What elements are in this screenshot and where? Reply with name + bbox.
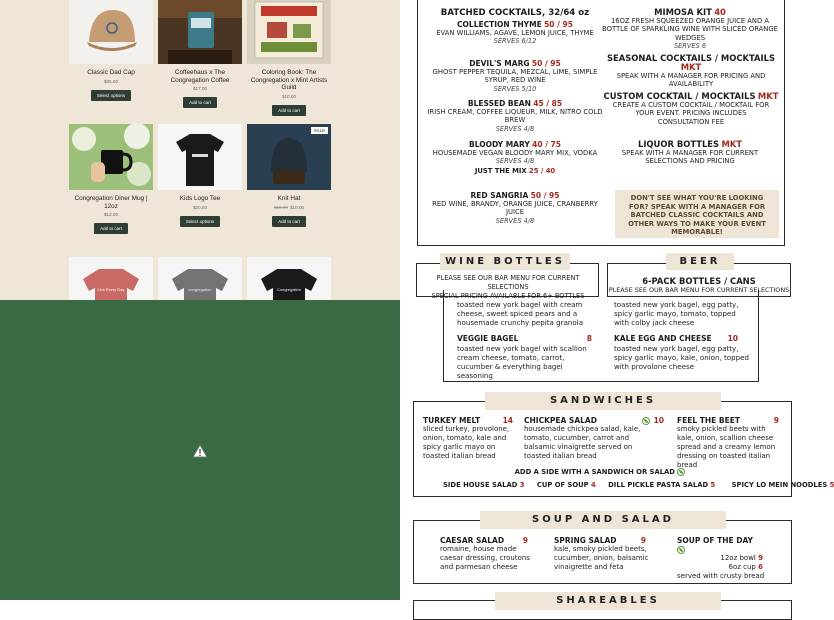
shop-screenshot — [0, 0, 400, 300]
product-image[interactable] — [69, 124, 153, 190]
bagel-veggie: VEGGIE BAGEL 8 toasted new york bagel with scallion cream cheese, tomato, carrot, cucumber & everything bagel seasoning — [457, 334, 592, 380]
product-card[interactable] — [158, 124, 242, 228]
product-image[interactable] — [158, 0, 242, 64]
mimosa-kit: MIMOSA KIT 40 16OZ FRESH SQUEEZED ORANGE JUICE AND A BOTTLE OF SPARKLING WINE WITH SLICED ORANGE WEDGES SERVES 6 — [602, 7, 778, 50]
add-to-cart-button[interactable]: Add to cart — [183, 97, 217, 108]
shirt-print: Live Every Day — [97, 287, 125, 292]
product-card[interactable] — [247, 0, 331, 117]
product-card[interactable] — [69, 124, 153, 235]
broken-image-area — [0, 300, 400, 600]
product-image[interactable] — [158, 124, 242, 190]
product-name[interactable]: Coffeehaus x The Congregation Coffee — [170, 69, 230, 84]
sandwiches-title: SANDWICHES — [485, 392, 721, 410]
product-card[interactable] — [247, 124, 331, 228]
product-image[interactable] — [247, 124, 331, 190]
select-options-button[interactable]: Select options — [91, 90, 131, 101]
sandwich-turkey-melt: TURKEY MELT 14 sliced turkey, provolone, onion, tomato, kale and spicy garlic mayo on toasted italian bread — [423, 416, 513, 460]
sandwich-feel-the-beet: FEEL THE BEET 9 smoky pickled beets with kale, onion, scallion cheese spread and a creamy lemon dressing on toasted italian bread — [677, 416, 779, 469]
vegan-icon — [642, 417, 650, 425]
product-name[interactable]: Kids Logo Tee — [179, 195, 221, 202]
side-dill-pickle-pasta: DILL PICKLE PASTA SALAD 5 — [608, 481, 716, 489]
side-spicy-lo-mein: SPICY LO MEIN NOODLES 5 — [731, 481, 834, 489]
product-price: $10.00 — [281, 93, 297, 99]
product-price: $15.00 $10.00 — [273, 204, 305, 210]
beer-title: BEER — [666, 253, 734, 270]
bagel-kale-egg-cheese: KALE EGG AND CHEESE 10 toasted new york bagel, egg patty, spicy garlic mayo, kale, onion, topped with provolone cheese — [614, 334, 750, 371]
cocktail-devils-marg: DEVIL'S MARG 50 / 95 GHOST PEPPER TEQUILA, MEZCAL, LIME, SIMPLE SYRUP, RED WINE SERVES 5/10 — [432, 59, 598, 93]
cocktail-red-sangria: RED SANGRIA 50 / 95 RED WINE, BRANDY, ORANGE JUICE, CRANBERRY JUICE SERVES 4/8 — [432, 191, 598, 225]
product-price: $20.00 — [192, 204, 208, 210]
product-image[interactable] — [69, 0, 153, 64]
sale-badge: SALE — [311, 127, 328, 134]
shirt-print: Congregation — [276, 287, 302, 292]
contact-manager-note: DON'T SEE WHAT YOU'RE LOOKING FOR? SPEAK WITH A MANAGER FOR BATCHED CLASSIC COCKTAILS AND OTHER WAYS TO MAKE YOUR EVENT MEMORABLE! — [615, 190, 779, 238]
product-price: $12.00 — [103, 212, 119, 218]
add-to-cart-button[interactable]: Add to cart — [272, 105, 306, 116]
sandwich-chickpea-salad: CHICKPEA SALAD 10 housemade chickpea salad, kale, tomato, cucumber, carrot and balsamic vinaigrette served on toasted italian bread — [524, 416, 664, 460]
product-name[interactable]: Knit Hat — [277, 195, 301, 202]
select-options-button[interactable]: Select options — [180, 216, 220, 227]
vegan-icon — [677, 468, 685, 476]
soup-salad-title: SOUP AND SALAD — [480, 511, 726, 529]
catering-menu — [400, 0, 834, 606]
soup-of-the-day: SOUP OF THE DAY 12oz bowl 9 6oz cup 6 served with crusty bread — [677, 536, 765, 580]
batched-title: BATCHED COCKTAILS, 32/64 oz — [440, 8, 590, 18]
custom-cocktails: CUSTOM COCKTAIL / MOCKTAILS MKT CREATE A CUSTOM COCKTAIL / MOCKTAIL FOR YOUR EVENT. PRICING INCLUDES CONSULTATION FEE — [603, 91, 779, 126]
add-to-cart-button[interactable]: Add to cart — [272, 216, 306, 227]
wine-bottles-info: PLEASE SEE OUR BAR MENU FOR CURRENT SELECTIONS SPECIAL PRICING AVAILABLE FOR 6+ BOTTLES — [431, 274, 585, 300]
product-card[interactable] — [158, 0, 242, 109]
wine-bottles-title: WINE BOTTLES — [440, 253, 570, 270]
side-house-salad: SIDE HOUSE SALAD 3 — [443, 481, 525, 489]
cocktail-blessed-bean: BLESSED BEAN 45 / 85 IRISH CREAM, COFFEE LIQUEUR, MILK, NITRO COLD BREW SERVES 4/8 — [427, 99, 603, 133]
caesar-salad: CAESAR SALAD 9 romaine, house made caesar dressing, croutons and parmesan cheese — [440, 536, 530, 571]
product-image[interactable] — [247, 0, 331, 64]
add-a-side: ADD A SIDE WITH A SANDWICH OR SALAD — [460, 468, 740, 477]
product-name[interactable]: Coloring Book: The Congregation x Mint Artists Guild — [250, 69, 328, 92]
seasonal-cocktails: SEASONAL COCKTAILS / MOCKTAILS MKT SPEAK WITH A MANAGER FOR PRICING AND AVAILABILITY — [606, 53, 776, 89]
cocktail-collection-thyme: COLLECTION THYME 50 / 95 EVAN WILLIAMS, AGAVE, LEMON JUICE, THYME SERVES 6/12 — [436, 20, 594, 46]
add-to-cart-button[interactable]: Add to cart — [94, 223, 128, 234]
bagel-egg-cheese: toasted new york bagel, egg patty, spicy garlic mayo, tomato, topped with colby jack cheese — [614, 300, 739, 327]
bagel-sweet-pear: toasted new york bagel with cream cheese, sweet spiced pears and a housemade crunchy pepita granola — [457, 300, 584, 327]
product-price: $17.00 — [192, 86, 208, 92]
product-price: $35.00 — [103, 78, 119, 84]
shirt-print: congregation — [188, 287, 212, 292]
broken-image-icon — [192, 444, 208, 458]
beer-info: 6-PACK BOTTLES / CANS PLEASE SEE OUR BAR MENU FOR CURRENT SELECTIONS — [608, 276, 790, 294]
product-card[interactable] — [69, 0, 153, 102]
side-cup-of-soup: CUP OF SOUP 4 — [536, 481, 596, 489]
shareables-title: SHAREABLES — [495, 592, 721, 610]
liquor-bottles: LIQUOR BOTTLES MKT SPEAK WITH A MANAGER FOR CURRENT SELECTIONS AND PRICING — [621, 139, 759, 166]
product-name[interactable]: Classic Dad Cap — [87, 69, 135, 76]
spring-salad: SPRING SALAD 9 kale, smoky pickled beets, cucumber, onion, balsamic vinaigrette and feta — [554, 536, 649, 571]
product-name[interactable]: Congregation Diner Mug | 12oz — [74, 195, 148, 210]
cocktail-bloody-mary: BLOODY MARY 40 / 75 HOUSEMADE VEGAN BLOODY MARY MIX, VODKA SERVES 4/8 JUST THE MIX 25 / 40 — [432, 140, 598, 176]
side-options — [443, 481, 834, 490]
vegan-icon — [677, 546, 685, 554]
